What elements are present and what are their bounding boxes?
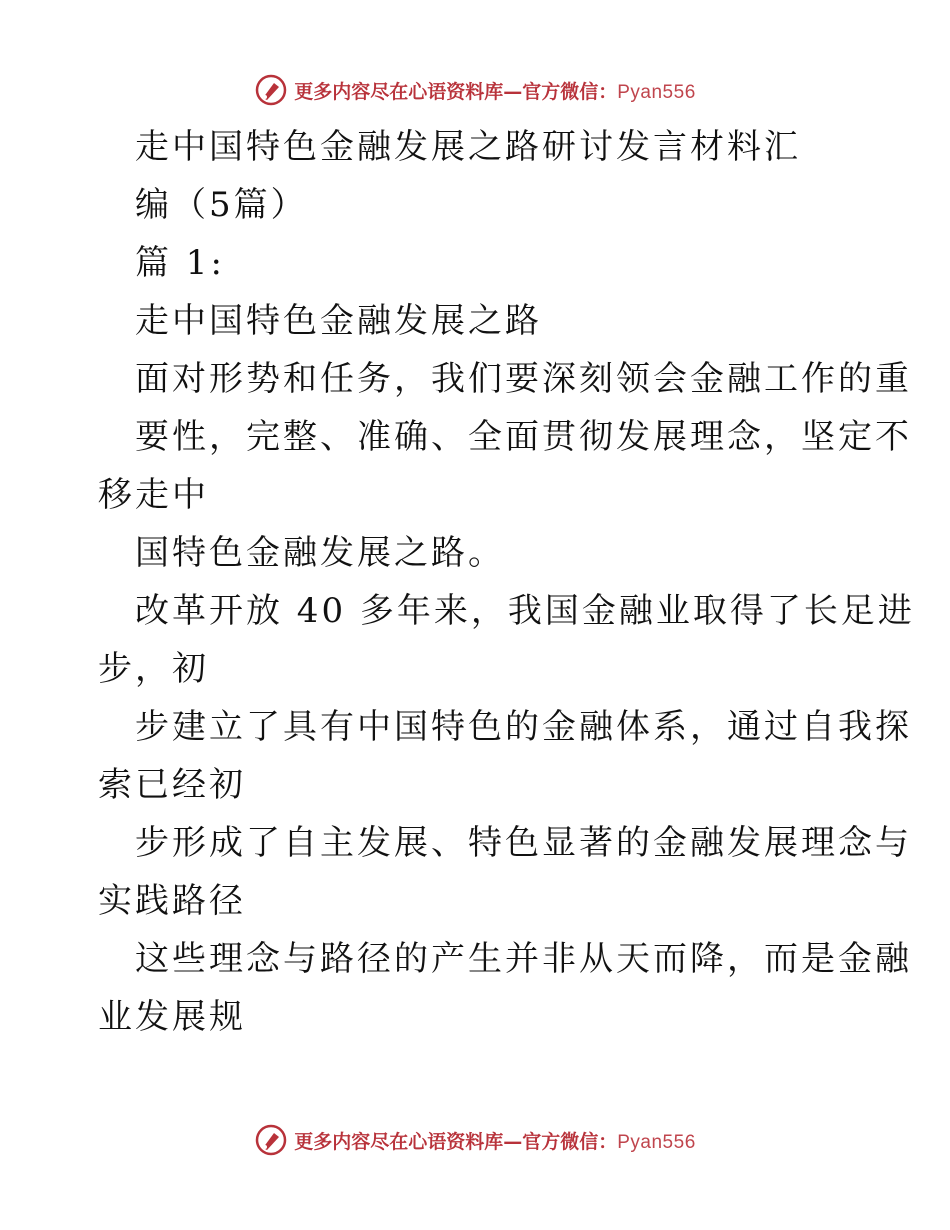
paragraph-line: 索已经初 bbox=[98, 765, 246, 805]
watermark-text bbox=[294, 1127, 696, 1154]
watermark-separator: — bbox=[503, 80, 523, 103]
paragraph-line: 步建立了具有中国特色的金融体系，通过自我探 bbox=[135, 707, 912, 747]
doc-title-line-2: 编（5篇） bbox=[135, 185, 308, 225]
paragraph-line: 步形成了自主发展、特色显著的金融发展理念与 bbox=[135, 823, 912, 863]
paragraph-line: 要性，完整、准确、全面贯彻发展理念，坚定不 bbox=[135, 417, 912, 457]
watermark-wechat-id: Pyan556 bbox=[617, 81, 696, 103]
paragraph-line: 业发展规 bbox=[98, 997, 246, 1037]
pen-nib-logo-icon bbox=[254, 1123, 288, 1157]
watermark-brand: 更多内容尽在心语资料库 bbox=[294, 1130, 504, 1153]
paragraph-line: 面对形势和任务，我们要深刻领会金融工作的重 bbox=[135, 359, 912, 399]
paragraph-line: 国特色金融发展之路。 bbox=[135, 533, 505, 573]
paragraph-line: 步，初 bbox=[98, 649, 209, 689]
pen-nib-logo-icon bbox=[254, 73, 288, 107]
watermark-header bbox=[0, 70, 950, 110]
watermark-separator: — bbox=[503, 1130, 523, 1153]
watermark-footer bbox=[0, 1120, 950, 1160]
watermark-text bbox=[294, 77, 696, 104]
paragraph-line: 这些理念与路径的产生并非从天而降，而是金融 bbox=[135, 939, 912, 979]
watermark-wechat-label: 官方微信： bbox=[522, 80, 618, 103]
doc-title-line-1: 走中国特色金融发展之路研讨发言材料汇 bbox=[135, 127, 801, 167]
watermark-wechat-id: Pyan556 bbox=[617, 1131, 696, 1153]
watermark-wechat-label: 官方微信： bbox=[522, 1130, 618, 1153]
article-title: 走中国特色金融发展之路 bbox=[135, 301, 542, 341]
paragraph-line: 移走中 bbox=[98, 475, 209, 515]
watermark-brand: 更多内容尽在心语资料库 bbox=[294, 80, 504, 103]
section-heading: 篇 1: bbox=[135, 243, 225, 283]
paragraph-line: 实践路径 bbox=[98, 881, 246, 921]
paragraph-line: 改革开放 40 多年来，我国金融业取得了长足进 bbox=[135, 591, 915, 631]
